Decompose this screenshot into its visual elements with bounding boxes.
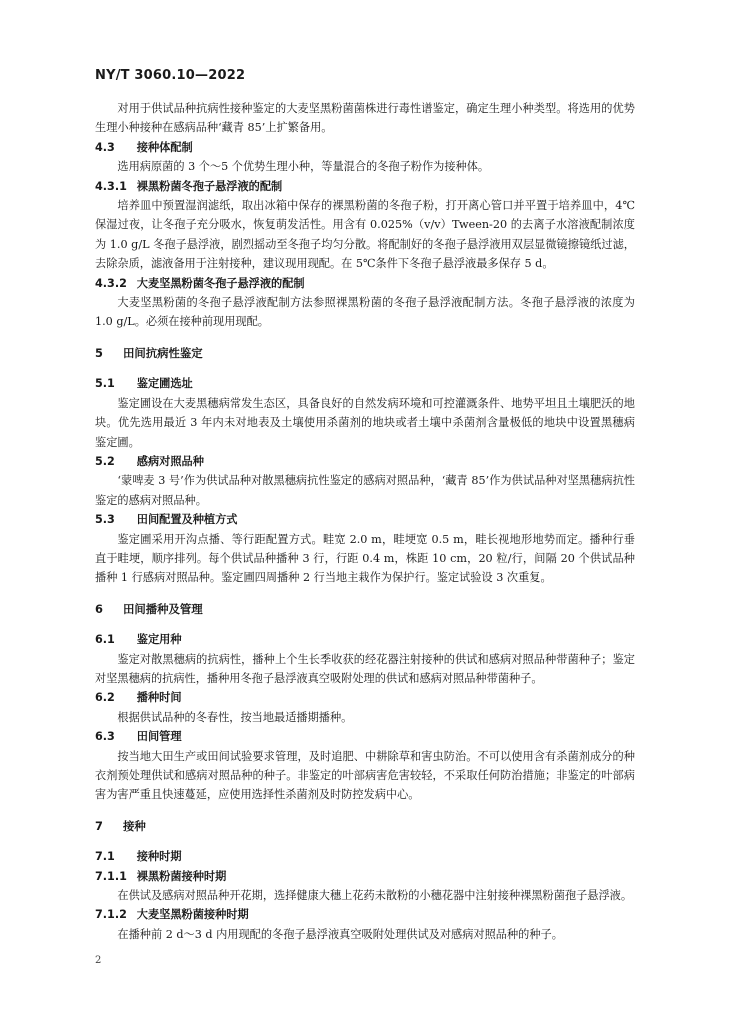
heading-number: 5.3	[95, 513, 115, 527]
heading-number: 5.1	[95, 377, 115, 391]
heading-title: 裸黑粉菌冬孢子悬浮液的配制	[136, 179, 283, 193]
heading-number: 4.3.1	[95, 179, 127, 193]
subsection-heading	[95, 867, 635, 886]
heading-title: 裸黑粉菌接种时期	[136, 869, 227, 883]
paragraph: 根据供试品种的冬春性，按当地最适播期播种。	[117, 710, 353, 724]
paragraph: 鉴定圃采用开沟点播、等行距配置方式。畦宽 2.0 m，畦埂宽 0.5 m，畦长视地形地势而定。播种行垂直于畦埂，顺序排列。每个供试品种播种 3 行，行距 0.4 m，株距 10 cm，20 粒/行，间隔 20 个供试品种播种 1 行感病对照品种。鉴定圃四周播种 2 行当地主栽作为保护行。鉴定试验设 3 次重复。	[95, 532, 635, 585]
heading-title: 大麦坚黑粉菌接种时期	[136, 908, 249, 922]
paragraph: 培养皿中预置湿润滤纸，取出冰箱中保存的裸黑粉菌的冬孢子粉，打开离心管口并平置于培养皿中，4℃保湿过夜，让冬孢子充分吸水，恢复萌发活性。用含有 0.025%（v/v）Tween-20 的去离子水溶液配制浓度为 1.0 g/L 冬孢子悬浮液，剧烈摇动至冬孢子均匀分散。将配制好的冬孢子悬浮液用双层显微镜擦镜纸过滤，去除杂质，滤液备用于注射接种，建议现用现配。在 5℃条件下冬孢子悬浮液最多保存 5 d。	[95, 199, 635, 271]
subsection-heading	[95, 177, 635, 196]
document-body	[95, 99, 635, 944]
heading-title: 接种体配制	[136, 140, 193, 154]
subsection-heading	[95, 510, 635, 529]
heading-title: 田间管理	[136, 730, 182, 744]
paragraph: 在播种前 2 d～3 d 内用现配的冬孢子悬浮液真空吸附处理供试及对感病对照品种的种子。	[117, 927, 563, 941]
paragraph: 大麦坚黑粉菌的冬孢子悬浮液配制方法参照裸黑粉菌的冬孢子悬浮液配制方法。冬孢子悬浮液的浓度为 1.0 g/L。必须在接种前现用现配。	[95, 296, 635, 329]
subsection-heading	[95, 847, 635, 866]
heading-title: 接种时期	[136, 850, 182, 864]
subsection-heading	[95, 905, 635, 924]
heading-number: 7.1	[95, 850, 115, 864]
paragraph: 对用于供试品种抗病性接种鉴定的大麦坚黑粉菌菌株进行毒性谱鉴定，确定生理小种类型。将选用的优势生理小种接种在感病品种‘藏青 85’上扩繁备用。	[95, 102, 635, 135]
heading-number: 4.3	[95, 140, 115, 154]
section-heading	[95, 817, 635, 836]
subsection-heading	[95, 452, 635, 471]
heading-title: 田间抗病性鉴定	[122, 345, 203, 360]
heading-title: 接种	[122, 818, 146, 833]
heading-title: 田间配置及种植方式	[136, 513, 238, 527]
subsection-heading	[95, 274, 635, 293]
section-heading	[95, 600, 635, 619]
heading-title: 田间播种及管理	[122, 601, 203, 616]
heading-number: 4.3.2	[95, 276, 127, 290]
heading-number: 7.1.1	[95, 869, 127, 883]
heading-number: 6.3	[95, 730, 115, 744]
heading-title: 播种时间	[136, 691, 182, 705]
heading-number: 5	[95, 345, 103, 360]
subsection-heading	[95, 138, 635, 157]
subsection-heading	[95, 374, 635, 393]
heading-number: 6	[95, 601, 103, 616]
page-number: 2	[95, 955, 102, 966]
standard-code-header: NY/T 3060.10—2022	[95, 68, 246, 83]
heading-number: 6.1	[95, 633, 115, 647]
paragraph: 鉴定对散黑穗病的抗病性，播种上个生长季收获的经花器注射接种的供试和感病对照品种带菌种子；鉴定对坚黑穗病的抗病性，播种用冬孢子悬浮液真空吸附处理的供试和感病对照品种带菌种子。	[95, 652, 635, 685]
section-heading	[95, 344, 635, 363]
paragraph: 在供试及感病对照品种开花期，选择健康大穗上花药未散粉的小穗花器中注射接种裸黑粉菌孢子悬浮液。	[117, 889, 633, 903]
heading-number: 5.2	[95, 454, 115, 468]
heading-number: 7.1.2	[95, 908, 127, 922]
heading-title: 鉴定用种	[136, 633, 182, 647]
heading-title: 大麦坚黑粉菌冬孢子悬浮液的配制	[136, 276, 305, 290]
paragraph: 鉴定圃设在大麦黑穗病常发生态区，具备良好的自然发病环境和可控灌溉条件、地势平坦且土壤肥沃的地块。优先选用最近 3 年内未对地表及土壤使用杀菌剂的地块或者土壤中杀菌剂含量极低的地块中设置黑穗病鉴定圃。	[95, 396, 635, 449]
subsection-heading	[95, 727, 635, 746]
subsection-heading	[95, 688, 635, 707]
paragraph: ‘蒙啤麦 3 号’作为供试品种对散黑穗病抗性鉴定的感病对照品种，‘藏青 85’作为供试品种对坚黑穗病抗性鉴定的感病对照品种。	[95, 474, 635, 507]
heading-title: 鉴定圃选址	[136, 377, 193, 391]
heading-number: 7	[95, 818, 103, 833]
heading-title: 感病对照品种	[136, 454, 204, 468]
subsection-heading	[95, 630, 635, 649]
paragraph: 按当地大田生产或田间试验要求管理，及时追肥、中耕除草和害虫防治。不可以使用含有杀菌剂成分的种衣剂预处理供试和感病对照品种的种子。非鉴定的叶部病害危害较轻，不采取任何防治措施；非鉴定的叶部病害为害严重且快速蔓延，应使用选择性杀菌剂及时防控发病中心。	[95, 749, 635, 802]
paragraph: 选用病原菌的 3 个～5 个优势生理小种，等量混合的冬孢子粉作为接种体。	[117, 160, 490, 174]
heading-number: 6.2	[95, 691, 115, 705]
